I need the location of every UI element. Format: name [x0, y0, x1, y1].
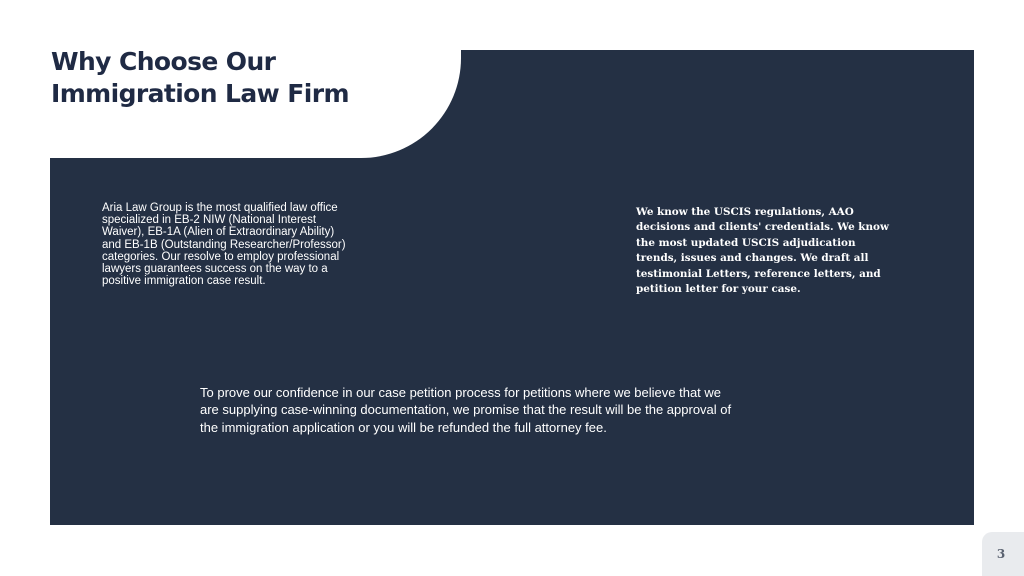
title-line-1: Why Choose Our	[51, 47, 276, 76]
bottom-paragraph: To prove our confidence in our case petition process for petitions where we believe that we are supplying case-winning documentation, we promise that the result will be the approval of the immigration application or you will be refunded the full attorney fee.	[200, 385, 732, 435]
right-paragraph: We know the USCIS regulations, AAO decisions and clients' credentials. We know the most updated USCIS adjudication trends, issues and changes. We draft all testimonial Letters, reference letters, and petition letter for your case.	[636, 206, 889, 296]
title-line-2: Immigration Law Firm	[51, 79, 349, 108]
page-number: 3	[996, 547, 1006, 561]
page-number-tab	[982, 532, 1024, 576]
left-paragraph: Aria Law Group is the most qualified law office specialized in EB-2 NIW (National Interest Waiver), EB-1A (Alien of Extraordinary Ability) and EB-1B (Outstanding Researcher/Professor) categories. Our resolve to employ professional lawyers guarantees success on the way to a positive immigration case result.	[102, 202, 346, 288]
slide-title	[51, 46, 431, 110]
